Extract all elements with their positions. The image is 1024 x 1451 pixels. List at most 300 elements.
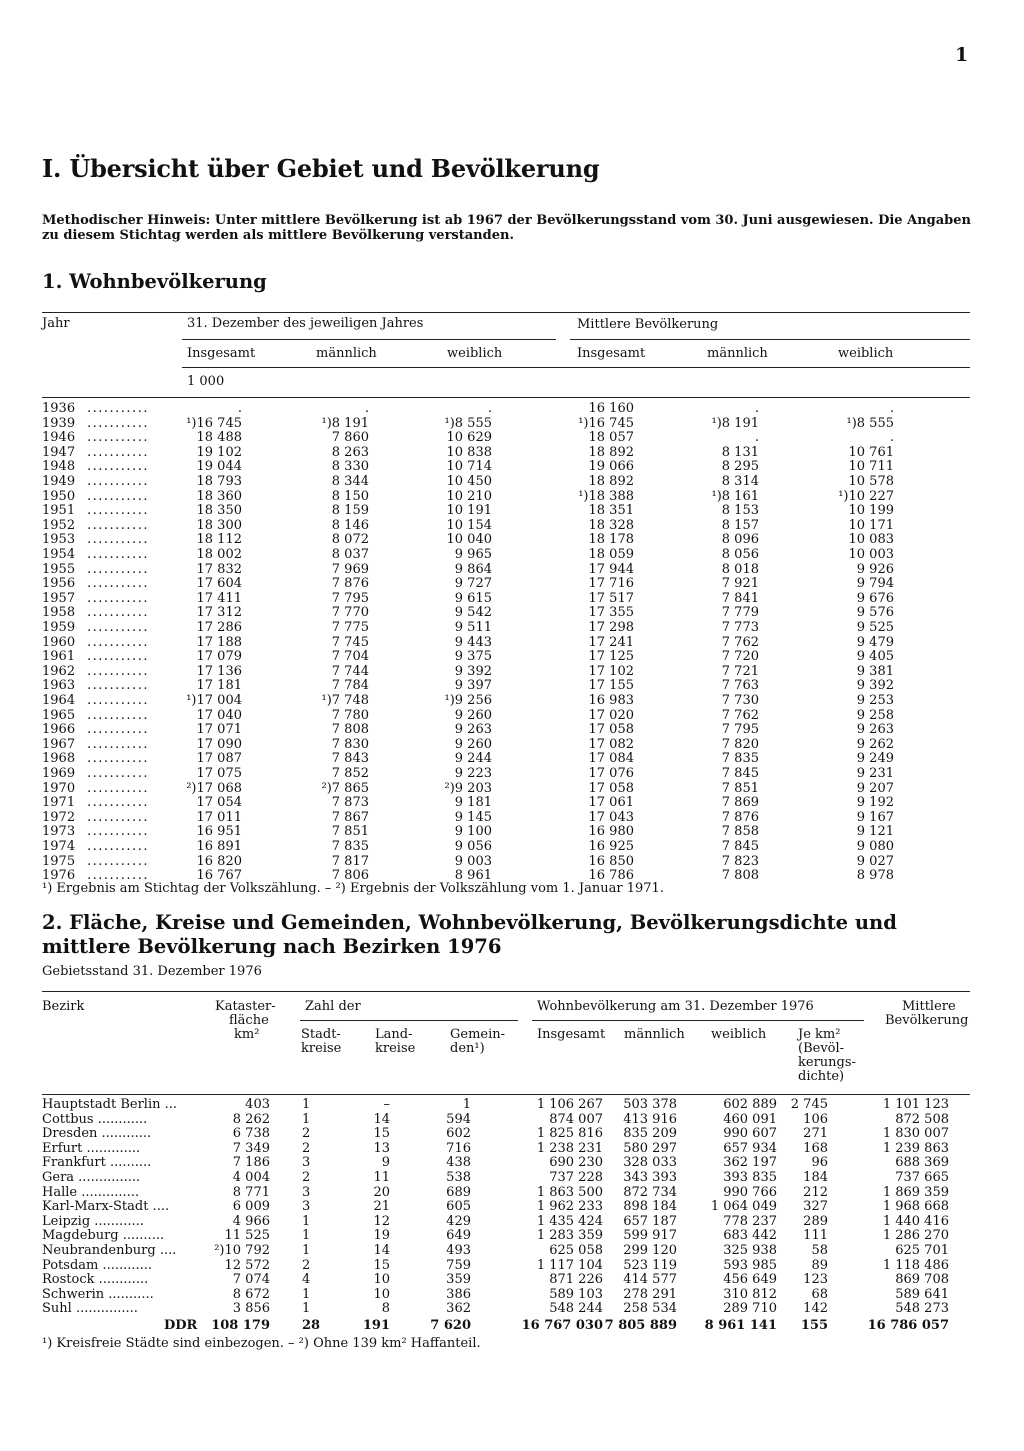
value-cell: 18 178 [588,532,634,548]
value-cell: 9 375 [454,649,492,665]
value-cell: 1 962 233 [536,1199,603,1215]
value-cell: 9 794 [856,576,894,592]
table2-row [0,1229,1024,1244]
value-cell: 17 102 [588,663,634,679]
year-cell: 1969 [42,766,76,781]
value-cell: 429 [446,1213,471,1229]
value-cell: 17 058 [588,780,634,796]
value-cell: ¹)16 745 [578,415,634,431]
t2-h-density-1: Je km² [798,1027,841,1042]
value-cell: 4 004 [232,1170,270,1185]
page-number: 1 [955,44,969,66]
year-cell: 1956 [42,576,76,592]
value-cell: 9 167 [856,809,894,825]
value-cell: 737 665 [895,1170,949,1185]
t2-h-stadt-2: kreise [301,1041,342,1056]
value-cell: 8 [381,1301,390,1317]
value-cell: 10 003 [848,547,894,562]
value-cell: 1 825 816 [536,1126,603,1142]
table2-row [0,1273,1024,1288]
value-cell: . [889,430,894,446]
value-cell: ²)10 792 [214,1243,270,1258]
value-cell: 9 260 [454,707,492,723]
value-cell: 4 966 [232,1213,270,1229]
leader-dots: ........... [87,547,149,562]
value-cell: 7 808 [721,868,759,884]
value-cell: 8 150 [331,488,369,504]
value-cell: 594 [446,1111,471,1127]
value-cell: 602 [446,1126,471,1142]
year-cell: 1947 [42,444,76,460]
leader-dots: ........... [87,444,149,460]
value-cell: 10 083 [848,532,894,548]
value-cell: 1 106 267 [536,1097,603,1112]
table1-row [0,694,1024,708]
value-cell: 16 767 030 [521,1318,603,1333]
table1-row [0,519,1024,533]
value-cell: 359 [446,1272,471,1288]
value-cell: 9 542 [454,605,492,621]
value-cell: 7 780 [331,707,369,723]
value-cell: 7 876 [331,576,369,592]
value-cell: ¹)10 227 [838,488,894,504]
leader-dots: ........... [87,853,149,869]
value-cell: 10 [373,1272,390,1288]
value-cell: 362 [446,1301,471,1317]
leader-dots: ........... [87,736,149,752]
year-cell: 1976 [42,868,76,884]
value-cell: ¹)8 191 [711,415,759,431]
value-cell: 9 260 [454,736,492,752]
value-cell: 1 101 123 [882,1097,949,1112]
value-cell: 7 730 [721,693,759,708]
value-cell: ¹)8 555 [846,415,894,431]
value-cell: 18 350 [196,503,242,519]
value-cell: 18 892 [588,444,634,460]
value-cell: 19 [373,1228,390,1244]
t2-pop-rule [532,1020,864,1021]
value-cell: 8 262 [232,1111,270,1127]
value-cell: 8 672 [232,1286,270,1302]
leader-dots: ........... [87,430,149,446]
value-cell: 18 328 [588,517,634,533]
value-cell: 289 710 [723,1301,777,1317]
value-cell: 17 020 [588,707,634,723]
value-cell: 7 795 [331,590,369,606]
table1-row [0,665,1024,679]
value-cell: 2 745 [790,1097,828,1112]
t2-h-gem-2: den¹) [450,1041,485,1056]
value-cell: 1 118 486 [882,1257,949,1273]
value-cell: 7 851 [721,780,759,796]
value-cell: 9 864 [454,561,492,577]
value-cell: 7 969 [331,561,369,577]
value-cell: 12 572 [224,1257,270,1273]
value-cell: 142 [803,1301,828,1317]
table1-row [0,767,1024,781]
value-cell: 9 405 [856,649,894,665]
value-cell: 7 830 [331,736,369,752]
value-cell: 325 938 [723,1243,777,1258]
value-cell: 386 [446,1286,471,1302]
value-cell: 9 244 [454,751,492,767]
table1-row [0,446,1024,460]
table2-row [0,1127,1024,1142]
value-cell: 657 187 [623,1213,677,1229]
value-cell: 8 295 [721,459,759,475]
t2-h-mean-2: Bevölkerung [885,1013,969,1028]
value-cell: 7 806 [331,868,369,884]
value-cell: 8 344 [331,474,369,489]
table1-sub-male-2: männlich [707,346,768,361]
value-cell: 9 100 [454,824,492,840]
value-cell: 1 830 007 [882,1126,949,1142]
value-cell: 2 [302,1257,311,1273]
value-cell: 580 297 [623,1140,677,1156]
value-cell: 8 018 [721,561,759,577]
value-cell: 9 511 [454,620,492,635]
value-cell: 8 159 [331,503,369,519]
value-cell: 625 701 [895,1243,949,1258]
value-cell: 7 795 [721,722,759,738]
value-cell: 16 980 [588,824,634,840]
value-cell: 688 369 [895,1155,949,1171]
value-cell: 737 228 [549,1170,603,1185]
value-cell: 17 181 [196,678,242,694]
value-cell: 17 071 [196,722,242,738]
year-cell: 1954 [42,547,76,562]
value-cell: 17 084 [588,751,634,767]
value-cell: 7 851 [331,824,369,840]
table1-row [0,738,1024,752]
value-cell: 17 054 [196,795,242,811]
value-cell: 1 [302,1213,311,1229]
value-cell: 2 [302,1140,311,1156]
value-cell: 990 766 [723,1184,777,1200]
value-cell: 89 [811,1257,828,1273]
value-cell: 8 056 [721,547,759,562]
value-cell: 184 [803,1170,828,1185]
table2-title: 2. Fläche, Kreise und Gemeinden, Wohnbevölkerung, Bevölkerungsdichte und mittlere Bevölkerung nach Bezirken 1976 [42,911,897,958]
value-cell: 8 096 [721,532,759,548]
value-cell: 898 184 [623,1199,677,1215]
value-cell: 7 835 [331,839,369,854]
value-cell: 869 708 [895,1272,949,1288]
value-cell: ¹)16 745 [186,415,242,431]
value-cell: 8 961 141 [704,1318,777,1333]
table1-sub-male-1: männlich [316,346,377,361]
t2-count-rule [300,1020,518,1021]
value-cell: 1 117 104 [536,1257,603,1273]
value-cell: 438 [446,1155,471,1171]
value-cell: 689 [446,1184,471,1200]
leader-dots: ........... [87,809,149,825]
value-cell: 10 199 [848,503,894,519]
table2-row [0,1186,1024,1201]
value-cell: 9 676 [856,590,894,606]
value-cell: 602 889 [723,1097,777,1112]
year-cell: 1975 [42,853,76,869]
value-cell: 657 934 [723,1140,777,1156]
table1-row [0,796,1024,810]
value-cell: 548 244 [549,1301,603,1317]
table1-row [0,782,1024,796]
value-cell: 9 [381,1155,390,1171]
value-cell: 9 262 [856,736,894,752]
t2-h-pop-group: Wohnbevölkerung am 31. Dezember 1976 [537,999,814,1014]
value-cell: . [237,401,242,416]
leader-dots: ........... [87,634,149,650]
value-cell: 10 629 [446,430,492,446]
table2-top-rule [42,991,970,992]
bezirk-cell: Potsdam ............ [42,1257,153,1273]
table1-row [0,548,1024,562]
value-cell: 11 525 [224,1228,270,1244]
value-cell: 7 775 [331,620,369,635]
t2-h-bezirk: Bezirk [42,999,85,1014]
year-cell: 1948 [42,459,76,475]
value-cell: 168 [803,1140,828,1156]
value-cell: 6 738 [232,1126,270,1142]
method-note: Methodischer Hinweis: Unter mittlere Bevölkerung ist ab 1967 der Bevölkerungsstand vom 30. Juni ausgewiesen. Die Angaben zu diesem Stichtag werden als mittlere Bevölkerung verstanden. [42,213,971,243]
value-cell: 9 145 [454,809,492,825]
leader-dots: ........... [87,576,149,592]
value-cell: 3 [302,1184,311,1200]
value-cell: 17 075 [196,766,242,781]
value-cell: 8 037 [331,547,369,562]
value-cell: – [383,1097,390,1112]
value-cell: 1 968 668 [882,1199,949,1215]
value-cell: 759 [446,1257,471,1273]
bezirk-cell: Erfurt ............. [42,1140,141,1156]
table1-group1-header: 31. Dezember des jeweiligen Jahres [187,316,424,331]
table2-row [0,1302,1024,1317]
value-cell: 17 355 [588,605,634,621]
bezirk-cell: Dresden ............ [42,1126,152,1142]
value-cell: 17 079 [196,649,242,665]
bezirk-cell: Suhl ............... [42,1301,138,1317]
bezirk-cell: Neubrandenburg .... [42,1243,177,1258]
value-cell: 7 773 [721,620,759,635]
value-cell: 1 064 049 [710,1199,777,1215]
value-cell: 835 209 [623,1126,677,1142]
leader-dots: ........... [87,503,149,519]
table1-header-bottom-rule [42,397,970,398]
table1-row [0,840,1024,854]
value-cell: 716 [446,1140,471,1156]
value-cell: 18 793 [196,474,242,489]
value-cell: 872 734 [623,1184,677,1200]
value-cell: 17 944 [588,561,634,577]
value-cell: 10 761 [848,444,894,460]
leader-dots: ........... [87,649,149,665]
value-cell: 17 298 [588,620,634,635]
table1-row [0,417,1024,431]
value-cell: 7 843 [331,751,369,767]
value-cell: 14 [373,1243,390,1258]
value-cell: 9 253 [856,693,894,708]
t2-h-density-3: kerungs- [798,1055,856,1070]
table2-row [0,1259,1024,1274]
value-cell: 8 961 [454,868,492,884]
value-cell: 593 985 [723,1257,777,1273]
value-cell: 343 393 [623,1170,677,1185]
table2-row [0,1244,1024,1259]
value-cell: 8 131 [721,444,759,460]
value-cell: 12 [373,1213,390,1229]
value-cell: 108 179 [211,1318,270,1333]
value-cell: 10 040 [446,532,492,548]
value-cell: 9 263 [856,722,894,738]
value-cell: 2 [302,1126,311,1142]
year-cell: 1961 [42,649,76,665]
value-cell: 9 443 [454,634,492,650]
value-cell: 1 238 231 [536,1140,603,1156]
value-cell: 9 207 [856,780,894,796]
value-cell: 7 762 [721,634,759,650]
value-cell: 8 146 [331,517,369,533]
value-cell: 18 002 [196,547,242,562]
value-cell: 1 [302,1301,311,1317]
value-cell: 10 450 [446,474,492,489]
value-cell: 9 121 [856,824,894,840]
leader-dots: ........... [87,590,149,606]
table2-row [0,1098,1024,1113]
table2-row [0,1171,1024,1186]
value-cell: . [487,401,492,416]
table2-row [0,1156,1024,1171]
value-cell: 17 082 [588,736,634,752]
value-cell: 1 [302,1097,311,1112]
value-cell: 18 360 [196,488,242,504]
value-cell: 10 171 [848,517,894,533]
value-cell: 403 [245,1097,270,1112]
value-cell: 18 112 [196,532,242,548]
value-cell: ¹)18 388 [578,488,634,504]
value-cell: 9 056 [454,839,492,854]
table2-row [0,1142,1024,1157]
value-cell: 9 525 [856,620,894,635]
value-cell: 523 119 [623,1257,677,1273]
value-cell: ¹)7 748 [321,693,369,708]
table1-row [0,592,1024,606]
value-cell: 413 916 [623,1111,677,1127]
value-cell: 16 983 [588,693,634,708]
table1-row [0,709,1024,723]
value-cell: 548 273 [895,1301,949,1317]
value-cell: 7 805 889 [604,1318,677,1333]
value-cell: 7 744 [331,663,369,679]
value-cell: 10 714 [446,459,492,475]
value-cell: 9 192 [856,795,894,811]
table1-title: 1. Wohnbevölkerung [42,270,267,293]
value-cell: 17 043 [588,809,634,825]
value-cell: 106 [803,1111,828,1127]
value-cell: ²)17 068 [186,780,242,796]
value-cell: 10 711 [848,459,894,475]
value-cell: 28 [302,1318,321,1333]
value-cell: 9 392 [856,678,894,694]
table1-row [0,490,1024,504]
value-cell: 19 066 [588,459,634,475]
value-cell: 9 249 [856,751,894,767]
value-cell: ¹)8 555 [444,415,492,431]
value-cell: 11 [373,1170,390,1185]
year-cell: 1946 [42,430,76,446]
value-cell: 17 125 [588,649,634,665]
table1-row [0,577,1024,591]
value-cell: 1 869 359 [882,1184,949,1200]
value-cell: 1 [302,1228,311,1244]
table1-row [0,855,1024,869]
table1-sub-total-2: Insgesamt [577,346,646,361]
value-cell: 19 044 [196,459,242,475]
value-cell: 874 007 [549,1111,603,1127]
value-cell: 9 965 [454,547,492,562]
value-cell: 17 040 [196,707,242,723]
value-cell: 10 154 [446,517,492,533]
leader-dots: ........... [87,620,149,635]
year-cell: 1951 [42,503,76,519]
value-cell: 7 784 [331,678,369,694]
year-cell: 1959 [42,620,76,635]
year-cell: 1939 [42,415,76,431]
table2-subtitle: Gebietsstand 31. Dezember 1976 [42,964,262,979]
value-cell: 7 349 [232,1140,270,1156]
value-cell: 17 517 [588,590,634,606]
value-cell: 9 027 [856,853,894,869]
table1-row [0,825,1024,839]
table2-row [0,1200,1024,1215]
value-cell: 778 237 [723,1213,777,1229]
year-cell: 1970 [42,780,76,796]
value-cell: . [754,401,759,416]
value-cell: 599 917 [623,1228,677,1244]
value-cell: 6 009 [232,1199,270,1215]
t2-h-land-2: kreise [375,1041,416,1056]
value-cell: 8 072 [331,532,369,548]
value-cell: 2 [302,1170,311,1185]
year-cell: 1964 [42,693,76,708]
value-cell: 1 [302,1243,311,1258]
value-cell: 9 223 [454,766,492,781]
value-cell: 328 033 [623,1155,677,1171]
leader-dots: ........... [87,678,149,694]
value-cell: 7 074 [232,1272,270,1288]
table1-group1-rule [182,339,556,340]
table1-row [0,636,1024,650]
value-cell: 7 860 [331,430,369,446]
value-cell: 16 786 057 [867,1318,949,1333]
value-cell: 17 312 [196,605,242,621]
leader-dots: ........... [87,824,149,840]
table2-row [0,1215,1024,1230]
value-cell: 7 721 [721,663,759,679]
bezirk-cell: DDR [164,1318,198,1333]
value-cell: 9 381 [856,663,894,679]
value-cell: 7 808 [331,722,369,738]
value-cell: 456 649 [723,1272,777,1288]
value-cell: 155 [800,1318,828,1333]
table1-row [0,621,1024,635]
value-cell: 271 [803,1126,828,1142]
table2-footnote: ¹) Kreisfreie Städte sind einbezogen. – ²) Ohne 139 km² Haffanteil. [42,1336,481,1351]
t2-h-density-2: (Bevöl- [798,1041,845,1056]
value-cell: 9 003 [454,853,492,869]
table1-row [0,533,1024,547]
value-cell: 8 330 [331,459,369,475]
value-cell: 3 [302,1155,311,1171]
